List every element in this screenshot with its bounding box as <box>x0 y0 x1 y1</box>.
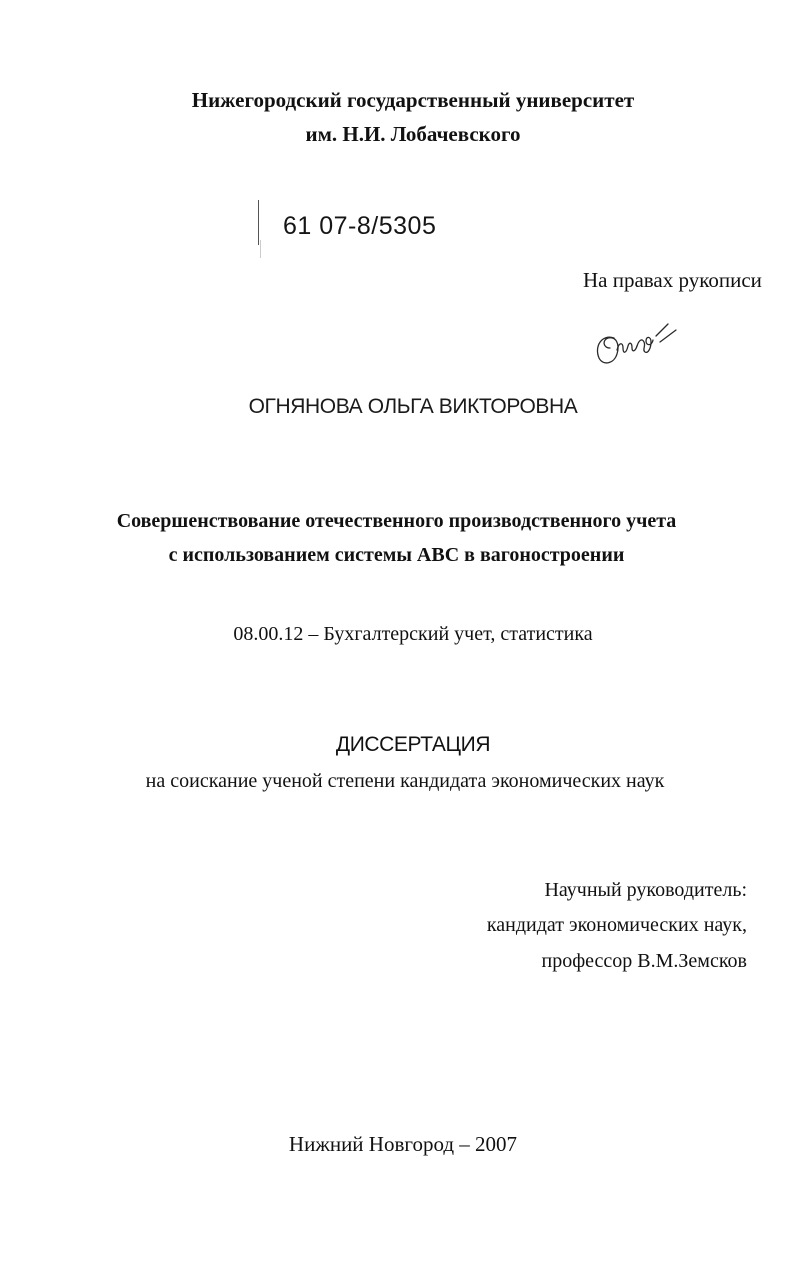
university-name-line1: Нижегородский государственный университет <box>191 88 635 112</box>
supervisor-name: профессор В.М.Земсков <box>541 950 747 972</box>
supervisor-degree: кандидат экономических наук, <box>486 914 747 936</box>
document-type: ДИССЕРТАЦИЯ <box>335 733 491 756</box>
supervisor-label: Научный руководитель: <box>544 879 747 901</box>
degree-description: на соискание ученой степени кандидата экономических наук <box>145 770 665 792</box>
author-name: ОГНЯНОВА ОЛЬГА ВИКТОРОВНА <box>248 395 578 418</box>
city-and-year: Нижний Новгород – 2007 <box>288 1132 518 1156</box>
stamp-margin-line <box>258 200 259 245</box>
manuscript-rights-label: На правах рукописи <box>583 268 762 292</box>
specialty-code: 08.00.12 – Бухгалтерский учет, статистика <box>233 623 593 645</box>
university-name-line2: им. Н.И. Лобачевского <box>305 122 521 146</box>
catalog-number-stamp: 61 07-8/5305 <box>283 212 437 240</box>
stamp-margin-line-faint <box>260 240 261 258</box>
dissertation-title-line2: с использованием системы АВС в вагоностроении <box>168 544 625 566</box>
handwritten-signature <box>590 308 685 370</box>
dissertation-title-line1: Совершенствование отечественного производственного учета <box>116 510 677 532</box>
